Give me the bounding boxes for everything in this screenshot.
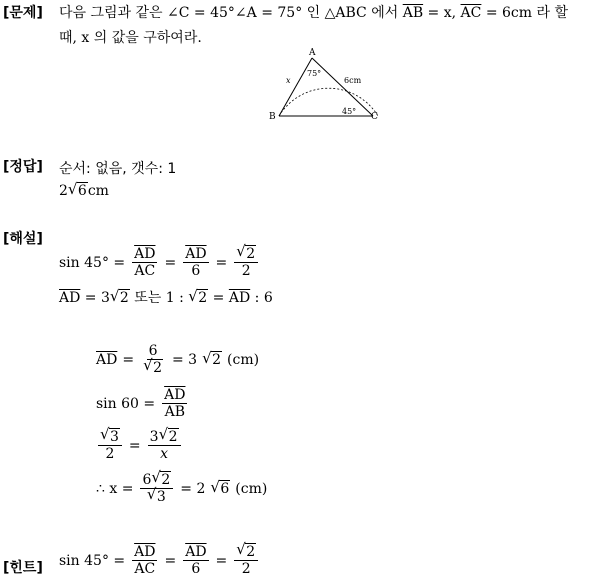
eq-text: : 6 xyxy=(250,290,273,306)
fraction: √ 2 2 xyxy=(234,246,258,279)
eq-sign: = xyxy=(122,351,135,368)
segment-ac: $\overline{AC}$ xyxy=(460,5,482,21)
unit: (cm) xyxy=(235,480,268,497)
answer-radicand: 6 xyxy=(77,183,87,199)
angle-c-label: 45° xyxy=(342,107,357,116)
radicand: 3 xyxy=(110,429,119,445)
eq-text: = 3 xyxy=(80,290,110,306)
radicand: 2 xyxy=(168,429,178,445)
coef: 3 xyxy=(149,429,159,445)
eq-text: 또는 1 : xyxy=(129,290,189,306)
answer-value xyxy=(59,180,109,199)
radicand: 2 xyxy=(119,290,129,306)
radicand: 2 xyxy=(246,544,256,560)
side-ac-label: 6cm xyxy=(344,76,362,85)
fraction-den: AB xyxy=(164,404,185,421)
fraction-den: x xyxy=(160,446,169,463)
fraction: √ 3 2 xyxy=(98,429,122,462)
fraction-den: 6 xyxy=(191,561,201,578)
problem-text-part: = x, xyxy=(423,5,461,21)
fraction: √ 2 2 xyxy=(234,544,258,577)
hint-label: [힌트] xyxy=(3,560,43,576)
fraction-num: $\overline{AD}$ xyxy=(134,544,156,560)
problem-text-part: = 6cm 라 할 xyxy=(481,5,568,21)
fraction-den: 6 xyxy=(191,263,201,280)
eq-text: = xyxy=(208,290,229,306)
eq-text: = 2 xyxy=(180,480,206,497)
coef: 6 xyxy=(142,472,152,488)
problem-text-part: 다음 그림과 같은 ∠C = 45°∠A = 75° 인 △ABC 에서 xyxy=(59,5,403,21)
fraction xyxy=(162,387,187,420)
answer-unit: cm xyxy=(87,183,109,199)
radicand: 2 xyxy=(161,472,171,488)
sqrt: √ 2 xyxy=(109,287,129,306)
fraction-num: 6 xyxy=(148,343,158,359)
fraction: 6 √ 2 xyxy=(143,343,162,377)
side-ab xyxy=(279,58,312,116)
fraction-num: $\overline{AD}$ xyxy=(134,246,156,262)
fraction xyxy=(183,544,208,577)
triangle-figure xyxy=(265,45,385,125)
solution-eq5 xyxy=(96,425,183,463)
eq-sign: = xyxy=(164,254,177,271)
fraction-den: 2 xyxy=(241,263,251,280)
radicand: 2 xyxy=(212,351,222,368)
eq-sign: = xyxy=(215,254,228,271)
segment-ad: $\overline{AD}$ xyxy=(96,351,118,368)
radicand: 3 xyxy=(156,489,166,506)
eq-text: sin 60 = xyxy=(96,395,156,412)
eq-text: ∴ x = xyxy=(96,480,134,497)
fraction-num: $\overline{AD}$ xyxy=(185,544,207,560)
solution-eq3 xyxy=(96,343,259,376)
solution-label: [해설] xyxy=(3,231,43,247)
fraction-num: $\overline{AD}$ xyxy=(185,246,207,262)
segment-ad: $\overline{AD}$ xyxy=(59,290,81,306)
radicand: 2 xyxy=(198,290,208,306)
fraction-den: 2 xyxy=(105,446,115,463)
fraction-num: $\overline{AD}$ xyxy=(164,387,186,403)
angle-a-label: 75° xyxy=(307,69,322,78)
hint-eq xyxy=(59,540,260,578)
answer-coef: 2 xyxy=(59,183,68,199)
radicand: 2 xyxy=(246,246,256,262)
vertex-b-label: B xyxy=(269,112,276,122)
segment-ad: $\overline{AD}$ xyxy=(228,290,251,306)
radicand: 2 xyxy=(153,360,162,377)
solution-eq1 xyxy=(59,242,260,280)
eq-text: sin 45° = xyxy=(59,254,126,271)
radicand: 6 xyxy=(220,480,230,497)
vertex-c-label: C xyxy=(371,112,378,122)
eq-text: = 3 xyxy=(172,351,198,368)
eq-sign: = xyxy=(215,552,228,569)
eq-sign: = xyxy=(164,552,177,569)
problem-label: [문제] xyxy=(3,5,43,21)
sqrt: √ 6 xyxy=(210,477,230,497)
answer-meta: 순서: 없음, 갯수: 1 xyxy=(59,161,177,177)
answer-label: [정답] xyxy=(3,159,43,175)
sqrt: √ 2 xyxy=(188,287,208,306)
fraction-den: 2 xyxy=(241,561,251,578)
fraction xyxy=(132,544,157,577)
eq-text: sin 45° = xyxy=(59,552,126,569)
fraction xyxy=(132,246,157,279)
vertex-a-label: A xyxy=(309,48,316,58)
answer-sqrt: √ 6 xyxy=(67,180,87,199)
fraction-den: AC xyxy=(134,263,156,280)
side-ab-label: x xyxy=(286,76,291,85)
solution-eq4 xyxy=(96,387,189,420)
sqrt: √ 2 xyxy=(202,348,222,368)
segment-ab: $\overline{AB}$ xyxy=(402,5,424,21)
fraction-den: AC xyxy=(134,561,156,578)
circumcircle-arc xyxy=(279,88,378,116)
fraction: 3 √ 2 x xyxy=(148,429,181,462)
eq-sign: = xyxy=(128,437,141,454)
problem-line2: 때, x 의 값을 구하여라. xyxy=(59,30,202,46)
fraction xyxy=(183,246,208,279)
solution-eq2 xyxy=(59,287,273,307)
solution-eq6 xyxy=(96,468,268,506)
unit: (cm) xyxy=(227,351,260,368)
fraction: 6 √ 2 √ 3 xyxy=(140,472,173,505)
problem-line1 xyxy=(59,2,568,22)
